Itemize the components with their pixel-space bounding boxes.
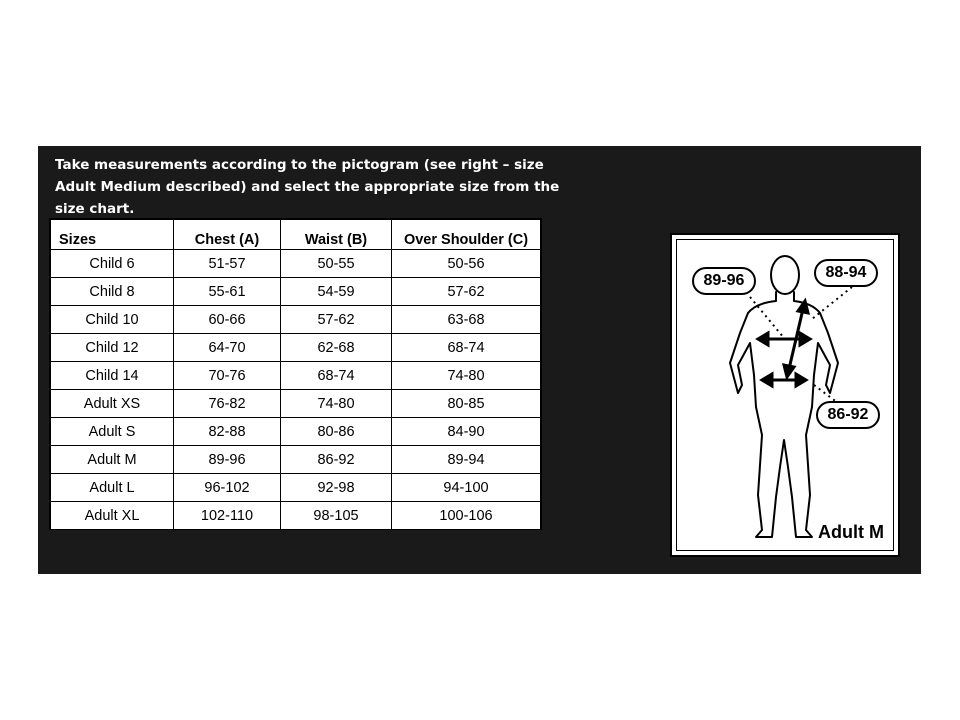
cell-chest: 64-70 [174,334,281,362]
cell-over-shoulder: 89-94 [392,446,541,474]
header-waist: Waist (B) [281,220,392,250]
cell-size: Adult XS [51,390,174,418]
cell-over-shoulder: 63-68 [392,306,541,334]
table-row [51,474,541,502]
cell-over-shoulder: 50-56 [392,250,541,278]
cell-size: Child 14 [51,362,174,390]
cell-over-shoulder: 84-90 [392,418,541,446]
cell-waist: 68-74 [281,362,392,390]
cell-over-shoulder: 68-74 [392,334,541,362]
cell-over-shoulder: 80-85 [392,390,541,418]
cell-size: Adult S [51,418,174,446]
instructions-text: Take measurements according to the pictogram (see right – size Adult Medium described) and select the appropriate size from the size chart. [55,157,560,217]
header-chest: Chest (A) [174,220,281,250]
size-table-body [51,250,541,530]
pictogram-size-label: Adult M [818,522,884,542]
cell-waist: 92-98 [281,474,392,502]
size-table-header-row [51,220,541,250]
cell-waist: 62-68 [281,334,392,362]
cell-waist: 57-62 [281,306,392,334]
shoulder-measure-label: 88-94 [814,259,878,287]
size-chart-panel [38,146,921,574]
table-row [51,446,541,474]
cell-over-shoulder: 100-106 [392,502,541,530]
cell-chest: 102-110 [174,502,281,530]
table-row [51,418,541,446]
table-row [51,278,541,306]
table-row [51,334,541,362]
chest-measure-label: 89-96 [692,267,756,295]
cell-size: Adult L [51,474,174,502]
cell-size: Adult XL [51,502,174,530]
size-table-container [49,218,542,530]
table-row [51,250,541,278]
cell-chest: 82-88 [174,418,281,446]
table-row [51,502,541,530]
cell-chest: 60-66 [174,306,281,334]
header-sizes: Sizes [51,220,174,250]
cell-size: Child 12 [51,334,174,362]
table-row [51,390,541,418]
size-table [50,219,541,530]
table-row [51,306,541,334]
cell-chest: 51-57 [174,250,281,278]
cell-chest: 96-102 [174,474,281,502]
cell-size: Adult M [51,446,174,474]
cell-over-shoulder: 57-62 [392,278,541,306]
cell-chest: 89-96 [174,446,281,474]
cell-size: Child 6 [51,250,174,278]
cell-over-shoulder: 94-100 [392,474,541,502]
cell-waist: 74-80 [281,390,392,418]
cell-over-shoulder: 74-80 [392,362,541,390]
header-over-shoulder: Over Shoulder (C) [392,220,541,250]
cell-chest: 70-76 [174,362,281,390]
cell-size: Child 8 [51,278,174,306]
cell-waist: 50-55 [281,250,392,278]
cell-waist: 54-59 [281,278,392,306]
table-row [51,362,541,390]
cell-waist: 86-92 [281,446,392,474]
cell-size: Child 10 [51,306,174,334]
cell-chest: 76-82 [174,390,281,418]
waist-measure-label: 86-92 [816,401,880,429]
cell-waist: 80-86 [281,418,392,446]
measurement-pictogram [670,233,900,557]
cell-waist: 98-105 [281,502,392,530]
cell-chest: 55-61 [174,278,281,306]
